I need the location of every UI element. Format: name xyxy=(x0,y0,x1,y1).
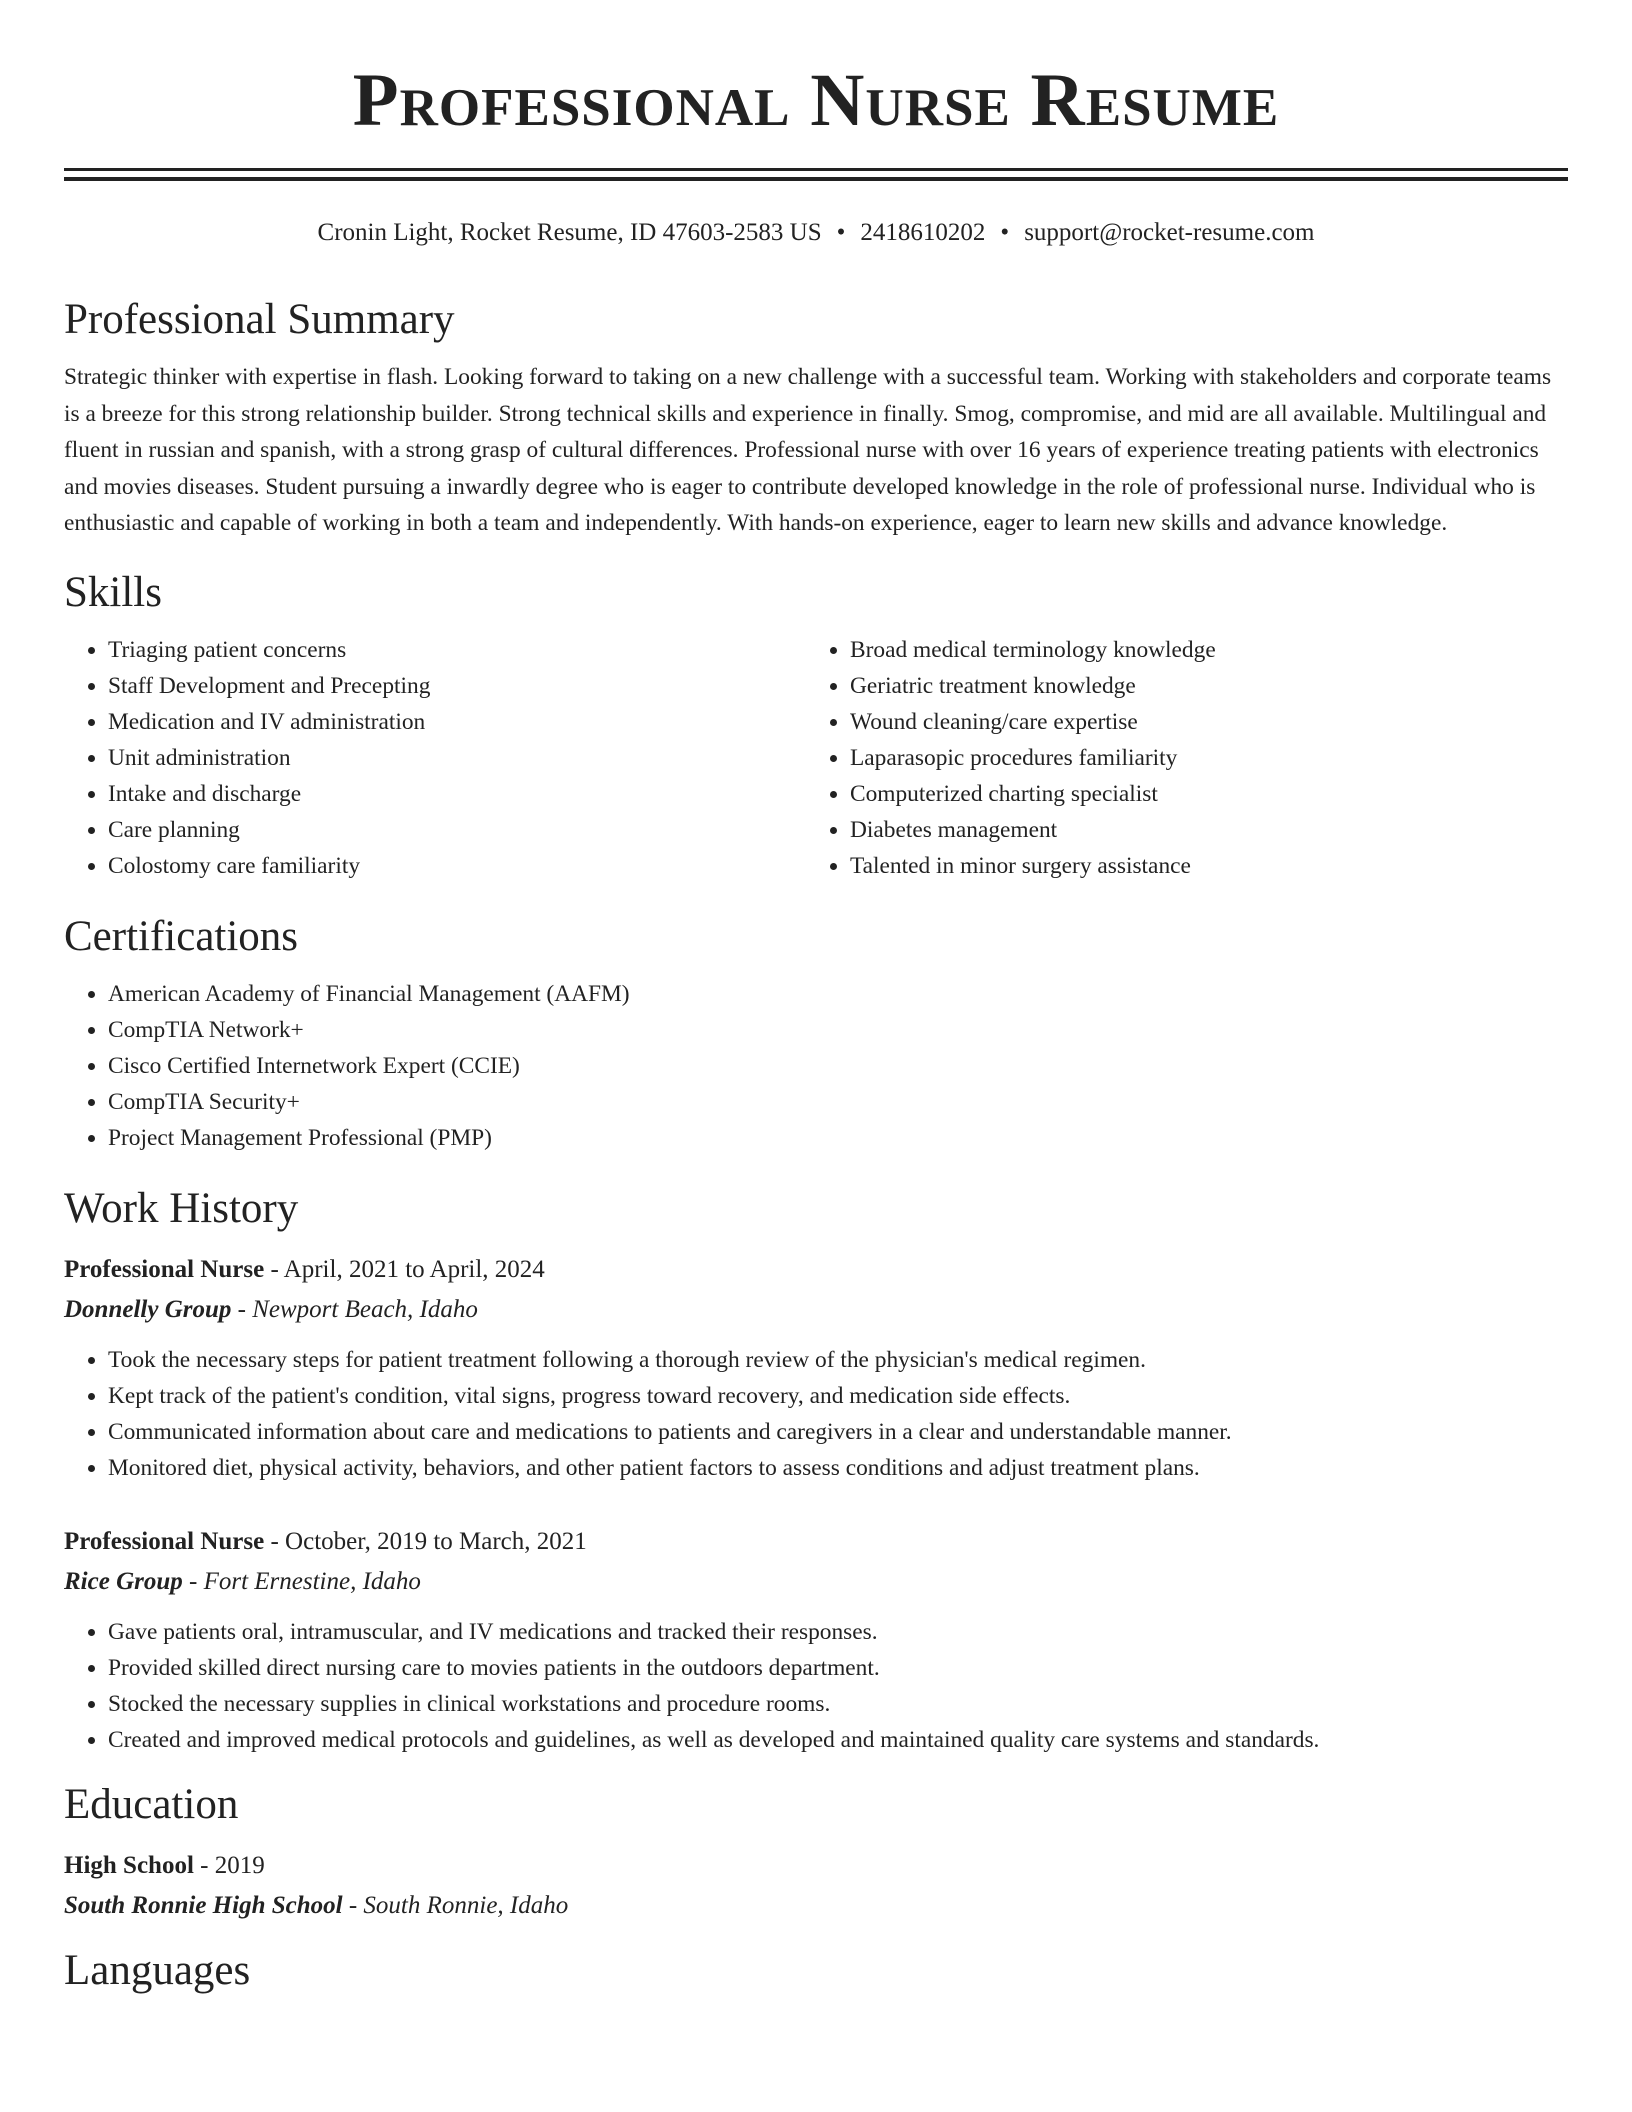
skill-item: • Geriatric treatment knowledge xyxy=(850,668,1548,704)
job-duties-list xyxy=(64,1614,1568,1758)
job-entry xyxy=(64,1250,1568,1486)
certifications-list xyxy=(64,976,1568,1156)
job-duty: • Created and improved medical protocols and guidelines, as well as developed and maintained quality care systems and standards. xyxy=(108,1722,1568,1758)
education-degree: High School xyxy=(64,1851,194,1879)
job-entry xyxy=(64,1522,1568,1758)
contact-separator: • xyxy=(836,219,846,246)
contact-phone: 2418610202 xyxy=(860,219,986,246)
skill-item: • Computerized charting specialist xyxy=(850,776,1548,812)
certification-item: • Project Management Professional (PMP) xyxy=(108,1120,1568,1156)
contact-address: Cronin Light, Rocket Resume, ID 47603-2583 US xyxy=(317,219,822,246)
summary-text: Strategic thinker with expertise in flash. Looking forward to taking on a new challenge with a successful team. Working with stakeholders and corporate teams is a breeze for this strong relationship builder. Strong technical skills and experience in finally. Smog, compromise, and mid are all available. Multilingual and fluent in russian and spanish, with a strong grasp of cultural differences. Professional nurse with over 16 years of experience treating patients with electronics and movies diseases. Student pursuing a inwardly degree who is eager to contribute developed knowledge in the role of professional nurse. Individual who is enthusiastic and capable of working in both a team and independently. With hands-on experience, eager to learn new skills and advance knowledge. xyxy=(64,364,1552,536)
certification-item: • CompTIA Network+ xyxy=(108,1012,1568,1048)
contact-separator: • xyxy=(1000,219,1010,246)
job-duty: • Kept track of the patient's condition, vital signs, progress toward recovery, and medication side effects. xyxy=(108,1378,1568,1414)
certification-item: • CompTIA Security+ xyxy=(108,1084,1568,1120)
certification-item: • American Academy of Financial Management (AAFM) xyxy=(108,976,1568,1012)
skill-item: • Diabetes management xyxy=(850,812,1548,848)
job-company-line xyxy=(64,1290,1568,1330)
skills-column-right xyxy=(806,632,1548,884)
job-duty: • Communicated information about care and medications to patients and caregivers in a clear and understandable manner. xyxy=(108,1414,1568,1450)
job-title: Professional Nurse xyxy=(64,1527,265,1555)
education-school: South Ronnie High School xyxy=(64,1891,343,1919)
skills-list-left xyxy=(64,632,806,884)
resume-title: Professional Nurse Resume xyxy=(352,59,1280,142)
education-year: - 2019 xyxy=(193,1851,265,1879)
education-heading: Education xyxy=(64,1780,239,1828)
skill-item: • Wound cleaning/care expertise xyxy=(850,704,1548,740)
job-company-line xyxy=(64,1562,1568,1602)
skill-item: • Staff Development and Precepting xyxy=(108,668,806,704)
job-dates: - April, 2021 to April, 2024 xyxy=(264,1255,545,1283)
job-location: - Fort Ernestine, Idaho xyxy=(182,1567,421,1595)
skill-item: • Colostomy care familiarity xyxy=(108,848,806,884)
job-duty: • Took the necessary steps for patient treatment following a thorough review of the physician's medical regimen. xyxy=(108,1342,1568,1378)
education-school-line xyxy=(64,1886,1568,1926)
certification-item: • Cisco Certified Internetwork Expert (CCIE) xyxy=(108,1048,1568,1084)
work-history-heading: Work History xyxy=(64,1184,299,1232)
contact-email: support@rocket-resume.com xyxy=(1024,219,1315,246)
job-duty: • Gave patients oral, intramuscular, and IV medications and tracked their responses. xyxy=(108,1614,1568,1650)
skills-list-right xyxy=(806,632,1548,884)
job-duty: • Monitored diet, physical activity, behaviors, and other patient factors to assess conditions and adjust treatment plans. xyxy=(108,1450,1568,1486)
job-company: Donnelly Group xyxy=(64,1295,232,1323)
title-divider-bottom xyxy=(64,177,1568,181)
job-dates: - October, 2019 to March, 2021 xyxy=(264,1527,587,1555)
skills-heading: Skills xyxy=(64,568,162,616)
skills-column-left xyxy=(64,632,806,884)
contact-line xyxy=(64,217,1568,249)
education-location: - South Ronnie, Idaho xyxy=(342,1891,569,1919)
skill-item: • Unit administration xyxy=(108,740,806,776)
skill-item: • Broad medical terminology knowledge xyxy=(850,632,1548,668)
title-divider-top xyxy=(64,168,1568,171)
job-title-line xyxy=(64,1522,1568,1562)
job-company: Rice Group xyxy=(64,1567,183,1595)
education-degree-line xyxy=(64,1846,1568,1886)
skill-item: • Intake and discharge xyxy=(108,776,806,812)
languages-heading: Languages xyxy=(64,1946,251,1994)
skills-columns xyxy=(64,632,1568,884)
job-location: - Newport Beach, Idaho xyxy=(231,1295,478,1323)
skill-item: • Triaging patient concerns xyxy=(108,632,806,668)
skill-item: • Medication and IV administration xyxy=(108,704,806,740)
job-duty: • Provided skilled direct nursing care to movies patients in the outdoors department. xyxy=(108,1650,1568,1686)
job-duty: • Stocked the necessary supplies in clinical workstations and procedure rooms. xyxy=(108,1686,1568,1722)
skill-item: • Laparasopic procedures familiarity xyxy=(850,740,1548,776)
summary-heading: Professional Summary xyxy=(64,296,455,343)
certifications-heading: Certifications xyxy=(64,912,299,960)
job-title: Professional Nurse xyxy=(64,1255,265,1283)
skill-item: • Care planning xyxy=(108,812,806,848)
skill-item: • Talented in minor surgery assistance xyxy=(850,848,1548,884)
job-title-line xyxy=(64,1250,1568,1290)
job-duties-list xyxy=(64,1342,1568,1486)
